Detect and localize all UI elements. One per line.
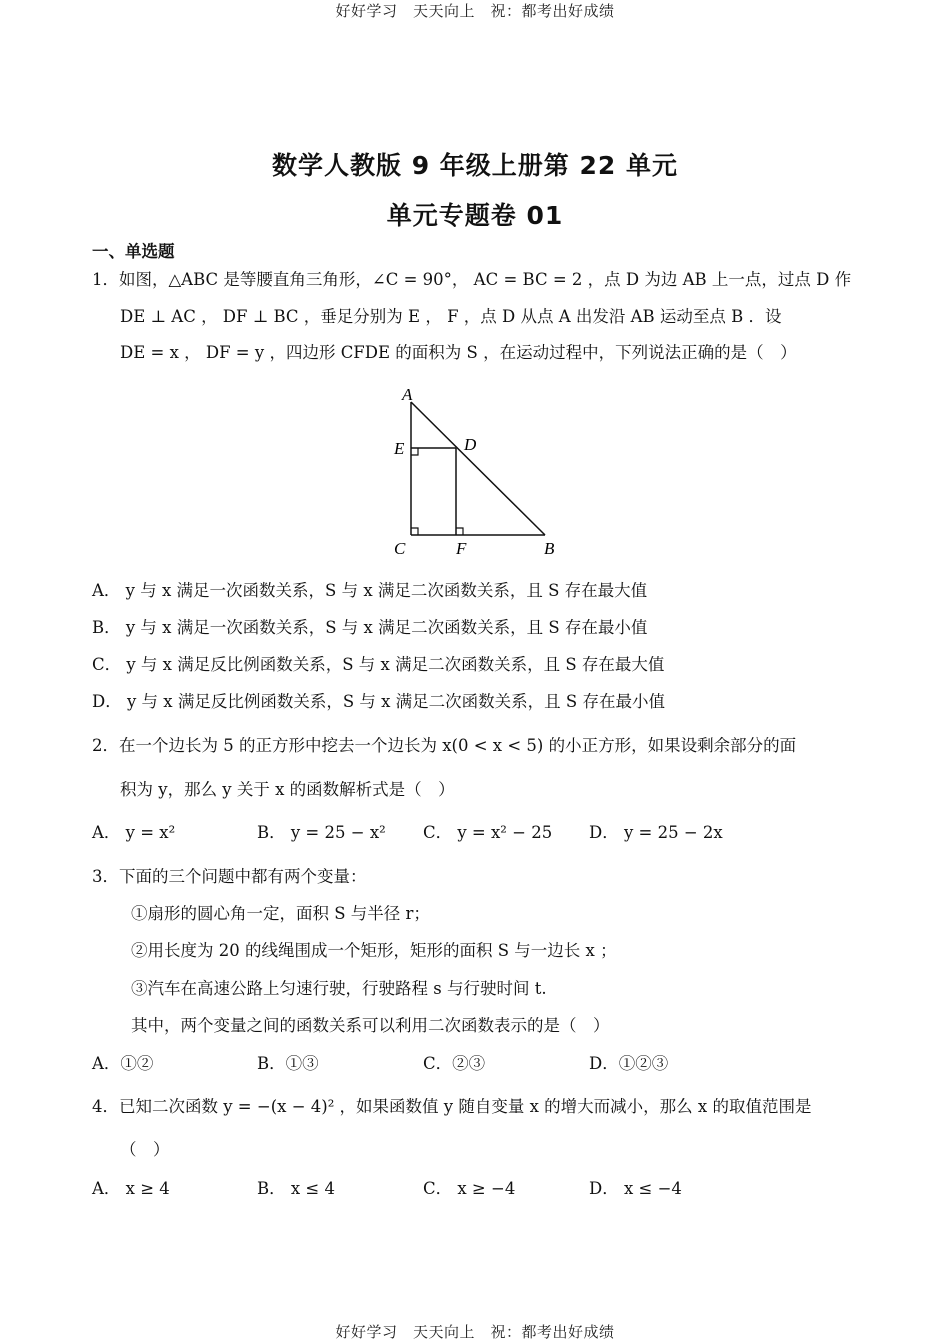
q2-line-2: 积为 y，那么 y 关于 x 的函数解析式是（ ） [120, 780, 455, 799]
label-e: E [394, 439, 405, 458]
q4-option-d: D． x ≤ −4 [589, 1179, 682, 1198]
label-a: A [402, 385, 413, 404]
section-heading: 一、单选题 [92, 242, 175, 261]
q4-line-1: 4．已知二次函数 y = −(x − 4)² ，如果函数值 y 随自变量 x 的增大而减小，那么 x 的取值范围是 [92, 1097, 812, 1116]
q1-option-d: D． y 与 x 满足反比例函数关系，S 与 x 满足二次函数关系，且 S 存在最小值 [92, 692, 665, 711]
q1-line-2: DE ⊥ AC ， DF ⊥ BC ，垂足分别为 E ， F ，点 D 从点 A 出发沿 AB 运动至点 B ．设 [120, 307, 782, 326]
q1-option-b: B． y 与 x 满足一次函数关系，S 与 x 满足二次函数关系，且 S 存在最小值 [92, 618, 648, 637]
q1-triangle-figure [380, 380, 580, 560]
q4-option-c: C． x ≥ −4 [423, 1179, 516, 1198]
q4-option-a: A． x ≥ 4 [92, 1179, 170, 1198]
q4-option-b: B． x ≤ 4 [257, 1179, 335, 1198]
q3-item-1: ①扇形的圆心角一定，面积 S 与半径 r； [131, 904, 430, 923]
label-c: C [394, 539, 406, 558]
label-b: B [544, 539, 555, 558]
q2-option-a: A． y = x² [92, 823, 176, 842]
q2-option-d: D． y = 25 − 2x [589, 823, 723, 842]
q2-line-1: 2．在一个边长为 5 的正方形中挖去一个边长为 x(0 < x < 5) 的小正方形，如果设剩余部分的面 [92, 736, 797, 755]
page-footer: 好好学习 天天向上 祝：都考出好成绩 [335, 1323, 615, 1341]
q3-item-3: ③汽车在高速公路上匀速行驶，行驶路程 s 与行驶时间 t. [131, 979, 547, 998]
label-d: D [464, 435, 477, 454]
document-title: 数学人教版 9 年级上册第 22 单元 [271, 151, 678, 180]
q3-line-1: 3．下面的三个问题中都有两个变量： [92, 867, 367, 886]
q4-line-2: （ ） [120, 1140, 170, 1159]
q2-option-b: B． y = 25 − x² [257, 823, 386, 842]
q3-option-a: A．①② [92, 1054, 154, 1073]
q3-option-d: D．①②③ [589, 1054, 669, 1073]
q1-option-c: C． y 与 x 满足反比例函数关系，S 与 x 满足二次函数关系，且 S 存在最大值 [92, 655, 665, 674]
document-subtitle: 单元专题卷 01 [386, 201, 564, 230]
q1-line-3: DE = x ， DF = y ，四边形 CFDE 的面积为 S ，在运动过程中，下列说法正确的是（ ） [120, 343, 797, 362]
q1-line-1: 1．如图，△ABC 是等腰直角三角形，∠C = 90°， AC = BC = 2 ，点 D 为边 AB 上一点，过点 D 作 [92, 270, 852, 289]
q3-option-b: B．①③ [257, 1054, 319, 1073]
label-f: F [456, 539, 467, 558]
q1-option-a: A． y 与 x 满足一次函数关系，S 与 x 满足二次函数关系，且 S 存在最大值 [92, 581, 648, 600]
q2-option-c: C． y = x² − 25 [423, 823, 553, 842]
q3-item-4: 其中，两个变量之间的函数关系可以利用二次函数表示的是（ ） [131, 1016, 610, 1035]
q3-option-c: C．②③ [423, 1054, 486, 1073]
page-header: 好好学习 天天向上 祝：都考出好成绩 [335, 2, 615, 20]
q3-item-2: ②用长度为 20 的线绳围成一个矩形，矩形的面积 S 与一边长 x ； [131, 941, 617, 960]
